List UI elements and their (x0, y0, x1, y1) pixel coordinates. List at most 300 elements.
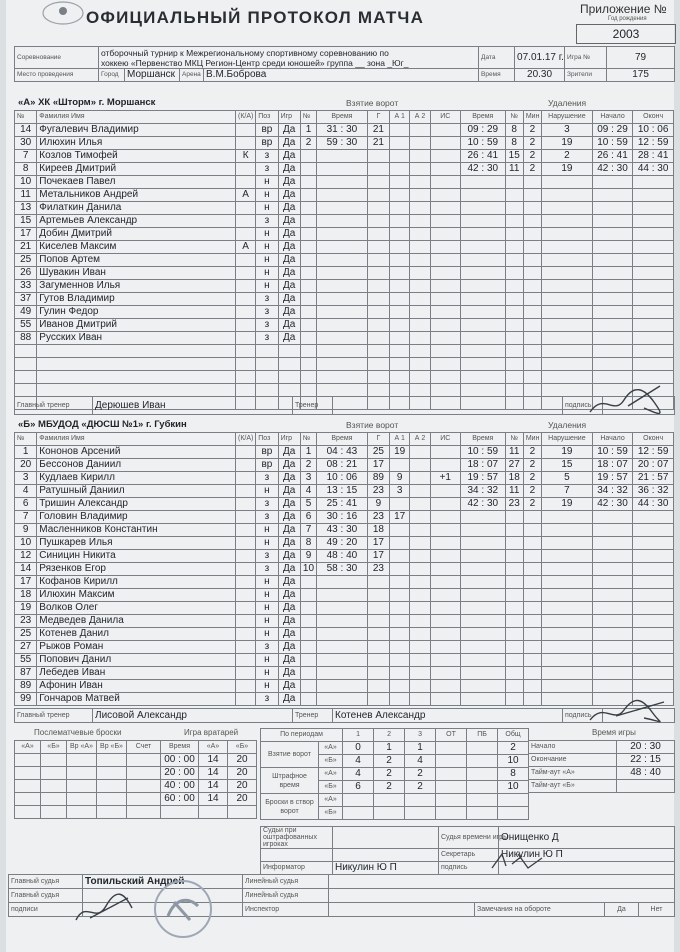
player-playing: Да (278, 228, 300, 241)
goal-situation (430, 563, 460, 576)
player-name: Почекаев Павел (37, 176, 236, 189)
official-signature-label: подпись (439, 862, 499, 875)
end-value: 22 : 15 (617, 754, 675, 767)
remarks-yes: Да (605, 903, 639, 917)
empty-cell (317, 267, 368, 280)
team-a-signature-label: подпись (563, 397, 603, 415)
empty-cell (430, 280, 460, 293)
player-name: Кудлаев Кирилл (37, 472, 236, 485)
empty-cell (410, 306, 430, 319)
player-position: н (256, 254, 278, 267)
player-position: н (256, 589, 278, 602)
player-position: з (256, 641, 278, 654)
player-role: А (236, 241, 256, 254)
goal-number: 5 (300, 498, 316, 511)
goal-number: 10 (300, 563, 316, 576)
player-name: Попович Данил (37, 654, 236, 667)
shootout-row (15, 767, 161, 780)
player-position: з (256, 306, 278, 319)
goal-time: 10 : 06 (317, 472, 368, 485)
date-label: Дата (479, 47, 515, 69)
player-role (236, 602, 256, 615)
empty-cell (300, 228, 316, 241)
penalty-player: 11 (505, 485, 523, 498)
team-b-penalties-header: Удаления (548, 420, 587, 430)
player-row (15, 371, 674, 384)
empty-cell (505, 511, 523, 524)
player-row (15, 589, 674, 602)
goal-situation (430, 124, 460, 137)
referee-signature (70, 888, 140, 928)
remarks-no: Нет (639, 903, 675, 917)
team-label: «А» (319, 742, 343, 755)
player-role (236, 628, 256, 641)
period-value: 2 (374, 781, 405, 794)
player-number: 20 (15, 459, 37, 472)
period-value: 4 (343, 755, 374, 768)
goal-number: 3 (300, 472, 316, 485)
player-position: н (256, 485, 278, 498)
empty-cell (498, 794, 529, 807)
empty-cell (505, 332, 523, 345)
empty-cell (523, 602, 541, 615)
empty-cell (343, 807, 374, 820)
shootout-header: ПБ (467, 729, 498, 742)
empty-cell (592, 215, 633, 228)
empty-cell (430, 628, 460, 641)
empty-cell (300, 202, 316, 215)
player-name: Метальников Андрей (37, 189, 236, 202)
game-no-label: Игра № (565, 47, 607, 69)
informer-label: Информатор (261, 862, 333, 875)
secretary-label: Секретарь (439, 849, 499, 862)
goalie-cell: 20 (228, 754, 257, 767)
goal-assist-2 (410, 472, 430, 485)
player-number: 37 (15, 293, 37, 306)
empty-cell (523, 267, 541, 280)
player-name: Иванов Дмитрий (37, 319, 236, 332)
empty-cell (367, 654, 389, 667)
goalies-table (160, 740, 257, 819)
empty-cell (41, 780, 67, 793)
empty-cell (461, 602, 506, 615)
empty-cell (410, 628, 430, 641)
player-number: 17 (15, 228, 37, 241)
player-role (236, 641, 256, 654)
empty-cell (300, 654, 316, 667)
empty-cell (390, 602, 410, 615)
player-position: з (256, 215, 278, 228)
empty-cell (390, 241, 410, 254)
empty-cell (367, 189, 389, 202)
empty-cell (390, 163, 410, 176)
player-name: Кофанов Кирилл (37, 576, 236, 589)
player-row (15, 332, 674, 345)
empty-cell (390, 280, 410, 293)
goal-situation (430, 511, 460, 524)
empty-cell (278, 371, 300, 384)
player-role (236, 524, 256, 537)
team-b-coach-label: Тренер (293, 709, 333, 723)
empty-cell (505, 306, 523, 319)
team-b-coach: Котенев Александр (333, 709, 563, 723)
player-number: 10 (15, 537, 37, 550)
empty-cell (390, 615, 410, 628)
empty-cell (430, 693, 460, 706)
empty-cell (367, 293, 389, 306)
empty-cell (505, 319, 523, 332)
goalie-cell: 14 (199, 793, 228, 806)
empty-cell (461, 306, 506, 319)
empty-cell (317, 241, 368, 254)
empty-cell (592, 254, 633, 267)
empty-cell (505, 228, 523, 241)
empty-cell (410, 371, 430, 384)
empty-cell (367, 215, 389, 228)
goal-assist-2 (410, 537, 430, 550)
penalty-infraction: 7 (542, 485, 593, 498)
empty-cell (367, 589, 389, 602)
empty-cell (523, 576, 541, 589)
player-row (15, 524, 674, 537)
empty-cell (542, 189, 593, 202)
empty-cell (390, 150, 410, 163)
player-role (236, 576, 256, 589)
goal-number: 1 (300, 446, 316, 459)
goal-assist-1 (390, 524, 410, 537)
period-value (436, 781, 467, 794)
empty-cell (523, 384, 541, 397)
empty-cell (523, 589, 541, 602)
team-a-table: № Фамилия Имя (К/А) Поз Игр № Время Г А 1 А 2 ИС Время № Мин Нарушение Начало Оконч 14 Фугалевич Владимир вр Да 1 31 : 30 21 09 : 29 8 2 3 09 : 29 10 : 06 30 Илюхин Илья вр Да 2 59 : 30 21 10 : 59 8 2 19 10 : 59 12 : 59 7 Козлов Тимофей К з Да 26 : 41 15 2 2 26 : 41 28 : 41 8 Киреев Дмитрий з Да 42 : 30 11 2 19 42 : 30 44 : 30 10 Почекаев Павел н Да 11 Метальников Андрей А н Да 13 Филаткин Данила н Да 15 Артемьев Александр з Да 17 Добин Дмитрий н Да 21 Киселев Максим А н Да 25 Попов Артем н Да 26 Шувакин Иван н Да 33 Загуменнов Илья н Да 37 Гутов Владимир з Да 49 Гулин Федор з Да 55 Иванов Дмитрий з Да 88 Русских Иван з Да (14, 110, 674, 410)
empty-cell (127, 793, 161, 806)
player-role (236, 306, 256, 319)
venue-label: Место проведения (15, 69, 99, 82)
empty-cell (430, 384, 460, 397)
empty-cell (633, 189, 674, 202)
empty-cell (367, 628, 389, 641)
empty-cell (430, 254, 460, 267)
player-playing: Да (278, 293, 300, 306)
empty-cell (430, 667, 460, 680)
player-name: Фугалевич Владимир (37, 124, 236, 137)
player-role (236, 124, 256, 137)
penalty-time: 09 : 29 (461, 124, 506, 137)
player-number: 7 (15, 511, 37, 524)
player-name: Гулин Федор (37, 306, 236, 319)
empty-cell (523, 680, 541, 693)
player-role (236, 446, 256, 459)
empty-cell (461, 319, 506, 332)
empty-cell (367, 667, 389, 680)
player-playing: Да (278, 602, 300, 615)
empty-cell (523, 293, 541, 306)
player-position: н (256, 280, 278, 293)
empty-cell (633, 228, 674, 241)
goal-assist-1 (390, 537, 410, 550)
periods-label: По периодам (261, 729, 343, 742)
player-number: 25 (15, 628, 37, 641)
empty-cell (199, 806, 228, 819)
goal-assist-1: 3 (390, 485, 410, 498)
player-number: 12 (15, 550, 37, 563)
empty-cell (256, 384, 278, 397)
empty-cell (542, 228, 593, 241)
empty-cell (300, 332, 316, 345)
empty-cell (367, 384, 389, 397)
goalie-cell: 40 : 00 (161, 780, 199, 793)
empty-cell (405, 794, 436, 807)
player-playing: Да (278, 280, 300, 293)
empty-cell (410, 254, 430, 267)
empty-cell (300, 280, 316, 293)
penalty-player: 8 (505, 124, 523, 137)
empty-cell (317, 280, 368, 293)
empty-cell (461, 280, 506, 293)
empty-cell (410, 589, 430, 602)
empty-cell (97, 780, 127, 793)
player-number: 87 (15, 667, 37, 680)
empty-cell (367, 202, 389, 215)
empty-cell (367, 345, 389, 358)
player-name: Рязенков Егор (37, 563, 236, 576)
player-number: 33 (15, 280, 37, 293)
player-position: н (256, 680, 278, 693)
inspector-label: Инспектор (243, 903, 329, 917)
team-a-coach-label: Тренер (293, 397, 333, 415)
empty-cell (430, 150, 460, 163)
player-playing: Да (278, 524, 300, 537)
penalty-player: 23 (505, 498, 523, 511)
player-number: 26 (15, 267, 37, 280)
empty-cell (523, 345, 541, 358)
empty-cell (367, 602, 389, 615)
player-role (236, 680, 256, 693)
empty-cell (461, 332, 506, 345)
player-playing: Да (278, 189, 300, 202)
empty-cell (461, 537, 506, 550)
empty-cell (542, 667, 593, 680)
empty-cell (41, 767, 67, 780)
team-label: «А» (319, 794, 343, 807)
empty-cell (461, 576, 506, 589)
goal-number: 2 (300, 459, 316, 472)
empty-cell (592, 228, 633, 241)
player-position: з (256, 332, 278, 345)
empty-cell (633, 524, 674, 537)
goalie-row (161, 767, 257, 780)
penalty-start: 34 : 32 (592, 485, 633, 498)
empty-cell (37, 358, 236, 371)
team-a-penalties-header: Удаления (548, 98, 587, 108)
empty-cell (461, 176, 506, 189)
player-position: вр (256, 459, 278, 472)
team-b-head-coach-label: Главный тренер (15, 709, 93, 723)
goal-assist-2 (410, 137, 430, 150)
empty-cell (430, 176, 460, 189)
empty-cell (523, 280, 541, 293)
goal-assist-2 (410, 563, 430, 576)
period-value (436, 742, 467, 755)
empty-cell (505, 176, 523, 189)
player-row (15, 602, 674, 615)
remarks-label: Замечания на обороте (475, 903, 605, 917)
penalty-time: 10 : 59 (461, 446, 506, 459)
player-name: Пушкарев Илья (37, 537, 236, 550)
empty-cell (523, 215, 541, 228)
team-b-coach-signature (586, 694, 670, 730)
empty-cell (430, 371, 460, 384)
penalty-time: 42 : 30 (461, 498, 506, 511)
team-a-coaches (14, 396, 675, 415)
empty-cell (505, 680, 523, 693)
empty-cell (300, 176, 316, 189)
empty-cell (542, 589, 593, 602)
empty-cell (633, 654, 674, 667)
empty-cell (461, 267, 506, 280)
empty-cell (542, 176, 593, 189)
empty-cell (542, 332, 593, 345)
period-value: 10 (498, 781, 529, 794)
penalty-infraction: 2 (542, 150, 593, 163)
empty-cell (633, 576, 674, 589)
empty-cell (41, 754, 67, 767)
player-playing: Да (278, 163, 300, 176)
goalie-cell: 20 (228, 780, 257, 793)
empty-cell (410, 150, 430, 163)
empty-cell (436, 807, 467, 820)
player-role (236, 202, 256, 215)
player-number: 1 (15, 446, 37, 459)
team-a-coach (333, 397, 563, 415)
player-position: з (256, 693, 278, 706)
player-number: 6 (15, 498, 37, 511)
player-row (15, 628, 674, 641)
goalie-cell: 14 (199, 754, 228, 767)
empty-cell (300, 189, 316, 202)
goal-situation (430, 498, 460, 511)
empty-cell (430, 576, 460, 589)
empty-cell (390, 358, 410, 371)
penalty-player: 11 (505, 446, 523, 459)
player-position: н (256, 241, 278, 254)
player-number: 9 (15, 524, 37, 537)
empty-cell (505, 524, 523, 537)
empty-cell (461, 615, 506, 628)
player-playing: Да (278, 124, 300, 137)
player-row (15, 693, 674, 706)
empty-cell (300, 241, 316, 254)
player-role: А (236, 189, 256, 202)
empty-cell (390, 202, 410, 215)
empty-cell (15, 767, 41, 780)
empty-cell (410, 615, 430, 628)
player-role (236, 215, 256, 228)
penalty-start: 19 : 57 (592, 472, 633, 485)
penalty-infraction: 19 (542, 137, 593, 150)
informer-value: Никулин Ю П (333, 862, 439, 875)
empty-cell (410, 280, 430, 293)
period-value: 2 (405, 768, 436, 781)
empty-cell (633, 241, 674, 254)
penalty-player: 27 (505, 459, 523, 472)
start-value: 20 : 30 (617, 741, 675, 754)
signatures-label: подписи (9, 903, 83, 917)
period-value (436, 755, 467, 768)
empty-cell (15, 793, 41, 806)
goal-scorer: 18 (367, 524, 389, 537)
empty-cell (410, 654, 430, 667)
player-row (15, 358, 674, 371)
empty-cell (410, 693, 430, 706)
empty-cell (367, 306, 389, 319)
player-position: н (256, 228, 278, 241)
timeout-b-label: Тайм-аут «Б» (529, 780, 617, 793)
empty-cell (592, 267, 633, 280)
empty-cell (461, 371, 506, 384)
player-name: Гутов Владимир (37, 293, 236, 306)
player-row (15, 189, 674, 202)
penalty-time: 26 : 41 (461, 150, 506, 163)
goalie-cell: 20 : 00 (161, 767, 199, 780)
empty-cell (592, 176, 633, 189)
empty-cell (592, 241, 633, 254)
shootout-row (15, 793, 161, 806)
empty-cell (390, 228, 410, 241)
empty-cell (633, 306, 674, 319)
empty-cell (430, 267, 460, 280)
empty-cell (633, 176, 674, 189)
secretary-value: Никулин Ю П (499, 849, 675, 862)
team-a-coach-signature (584, 382, 668, 422)
empty-cell (523, 615, 541, 628)
player-name: Головин Владимир (37, 511, 236, 524)
empty-cell (37, 345, 236, 358)
goal-assist-2 (410, 524, 430, 537)
competition-line-2: хоккею «Первенство МКЦ Регион-Центр среди юношей» группа __ зона _Юг_ (101, 57, 409, 68)
player-playing: Да (278, 459, 300, 472)
goal-situation (430, 459, 460, 472)
empty-cell (633, 602, 674, 615)
empty-cell (317, 615, 368, 628)
end-label: Окончание (529, 754, 617, 767)
empty-cell (127, 754, 161, 767)
penalty-end: 21 : 57 (633, 472, 674, 485)
empty-cell (542, 524, 593, 537)
period-1-header: 1 (343, 729, 374, 742)
empty-cell (390, 371, 410, 384)
period-value: 4 (405, 755, 436, 768)
player-playing: Да (278, 550, 300, 563)
empty-cell (505, 293, 523, 306)
penalty-minutes: 2 (523, 150, 541, 163)
empty-cell (300, 667, 316, 680)
empty-cell (37, 384, 236, 397)
empty-cell (278, 384, 300, 397)
goalie-col-header: «А» (199, 741, 228, 754)
period-value: 1 (374, 742, 405, 755)
player-row (15, 615, 674, 628)
player-role (236, 293, 256, 306)
player-position: н (256, 524, 278, 537)
player-name: Волков Олег (37, 602, 236, 615)
period-value: 10 (498, 755, 529, 768)
empty-cell (430, 589, 460, 602)
player-playing: Да (278, 306, 300, 319)
player-name: Козлов Тимофей (37, 150, 236, 163)
player-name: Масленников Константин (37, 524, 236, 537)
empty-cell (367, 319, 389, 332)
